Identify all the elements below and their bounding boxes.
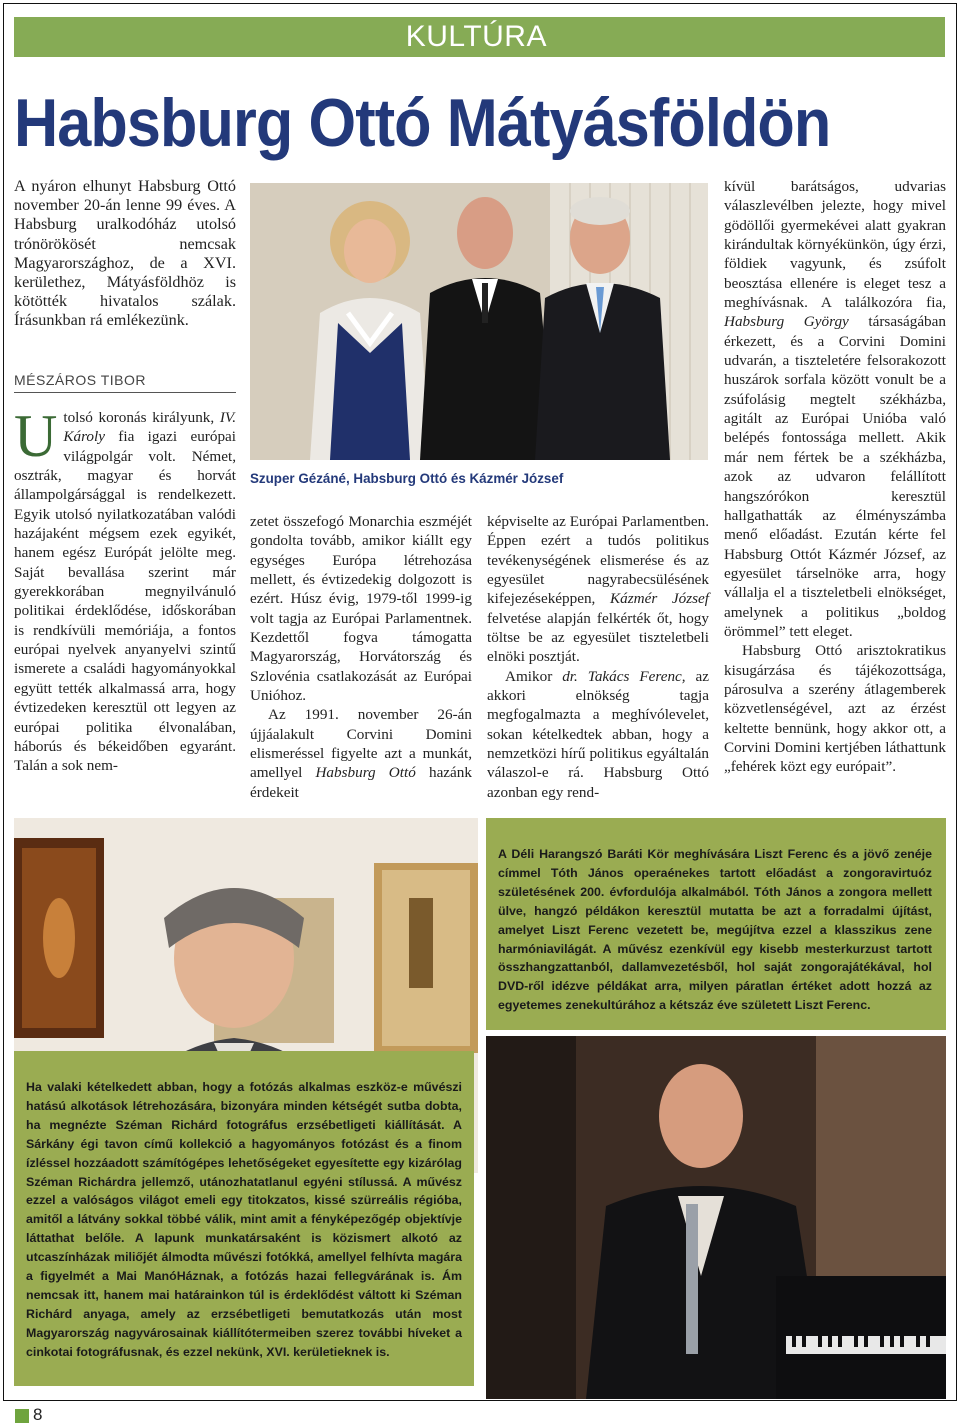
body-text-italic: Habsburg Ottó: [315, 764, 416, 782]
szeman-info-box: [14, 1051, 474, 1386]
photo-caption: Szuper Gézáné, Habsburg Ottó és Kázmér József: [250, 471, 564, 486]
body-text: tolsó koronás királyunk,: [63, 409, 220, 426]
body-paragraph: Habsburg Ottó arisztokratikus kisugárzása és tájékozottsága, párosulva a szerény átlagemberek közvetlenségével, azt az érzést keltette bennünk, hogy akkor ott, a Corvini Domini kertjében láthattunk „fehérek közt egy európait”.: [724, 642, 946, 776]
body-text: kívül barátságos, udvarias válaszlevélben jelezte, hogy mivel gödöllői gyermekévei alatt gyakran kirándultak környékünkön, úgy érzi, földiek vagyunk, és zsúfolt beosztása ellenére is eleget tesz a meghívásnak. A találkozóra fia,: [724, 178, 946, 312]
article-lead: A nyáron elhunyt Habsburg Ottó november 20-án lenne 99 éves. A Habsburg uralkodóház utolsó trónörökösét nemcsak Magyarországhoz, de a XVI. kerülethez, Mátyásföldhöz is kötötték hivatalos szálak. Írásunkban rá emlékezünk.: [14, 177, 236, 330]
body-text-italic: IV. Károly: [63, 409, 236, 446]
page-marker-square: [15, 1409, 29, 1423]
szeman-box-text: Ha valaki kételkedett abban, hogy a fotózás alkalmas eszköz-e művészi hatású alkotások létrehozására, bizonyára minden kétségét sutba dobta, ha megnézte Széman Richárd fotográfus erzsébetligeti kiállítását. A Sárkány égi tavon című kollekció a hagyományos fotózást és a finom ízléssel hozzáadott számítógépes lehetőségeket egyesítette egy kizárólag Széman Richárdra jellemző, utánozhatatlanul egyéni stílussá. A művész ezzel a valóságos világot emeli egy titokzatos, kissé szürreális régióba, amitől a látvány sokkal többé válik, mint amit a fényképezőgép objektívje láttathat belőle. A lapunk munkatársaként is közismert alkotó az utcaszínházak miliőjét álmodta művészi fotókká, amellyel felhívta magára a figyelmét a Mai ManóHáznak, a fotózás hazai fellegvárának is. Ám nemcsak itt, hanem mai határainkon túl is érdeklődést váltott ki Széman Richárd anyaga, amely az erzsébetligeti bemutatkozás után most Magyarország nagyvárosainak kiállítótermeiben szerez további híveket a cinkotai fotográfusnak, és ezzel nekünk, XVI. kerületieknek is.: [26, 1080, 462, 1359]
liszt-info-box: [486, 818, 946, 1030]
drop-cap: U: [14, 403, 58, 469]
body-text: fia igazi európai világpolgár volt. Német, osztrák, magyar és horvát állampolgársággal is rendelkezett. Egyik utolsó nyilatkozatában valódi hazájaként mégsem ezek egyikét, hanem egész Európát jelölte meg. Saját bevallása szerint már gyerekkorában megnyilvánuló politikai érdeklődése, időskorában is rendkívüli memóriája, a fontos európai nyelvek anyanyelvi szintű ismerete a családi hagyományokkal együtt tették alkalmassá arra, hogy évtizedeken keresztül ott legyen az európai politika élvonalában, háborús és békeidőben egyaránt. Talán a sok nem-: [14, 428, 236, 775]
article-headline: Habsburg Ottó Mátyásföldön: [14, 85, 831, 161]
body-paragraph: [487, 512, 709, 667]
photo-toth-janos: [486, 1036, 946, 1399]
photo-habsburg-group: [250, 183, 708, 460]
body-paragraph: zetet összefogó Monarchia eszméjét gondolta tovább, amikor kiállt egy egységes Európa létrehozása mellett, és évtizedekig dolgozott is ezért. Húsz évig, 1979-től 1999-ig volt tagja az Európai Parlamentnek. Kezdettől fogva támogatta Magyarország, Horvátország és Szlovénia csatlakozását az Európai Unióhoz.: [250, 513, 472, 705]
body-text: hazánk érdekeit: [250, 764, 472, 801]
liszt-box-text: A Déli Harangszó Baráti Kör meghívására Liszt Ferenc és a jövő zenéje címmel Tóth János operaénekes tartott előadást a zongoravirtuóz születésének 200. évfordulója alkalmából. Tóth János a zongora mellett ülve, hangzó példákon keresztül mutatta be azt a forradalmi újítást, amelyet Liszt Ferenc vezetett be, megújítva ezzel a klasszikus zene harmóniavilágát. A művész ezenkívül egy kisebb mesterkurzust tartott összhangzattanból, dallamvezetésből, hol saját zongorajátékával, hol DVD-ről idézve példákat arra, milyen páratlan értéket adott hozzá az egyetemes zenekultúrához a kétszáz éve született Liszt Ferenc.: [498, 847, 932, 1013]
article-column-4: [724, 177, 946, 777]
body-text: Amikor: [505, 667, 563, 685]
article-author: MÉSZÁROS TIBOR: [14, 372, 236, 393]
body-text: képviselte az Európai Parlamentben. Éppen ezért a tudós politikus tevékenységének elismerése és az egyesület nagyrabecsülésének kifejezéseképpen,: [487, 513, 709, 608]
section-label: KULTÚRA: [405, 20, 547, 53]
page-number: 8: [33, 1405, 43, 1424]
body-paragraph: [250, 705, 472, 802]
article-column-1: [14, 403, 236, 776]
photo-illustration: [250, 183, 708, 460]
section-header: [14, 17, 945, 57]
body-paragraph: [487, 667, 709, 802]
body-text-italic: Habsburg György: [724, 313, 849, 331]
body-text-italic: dr. Takács Ferenc,: [562, 667, 686, 685]
body-text: az akkori elnökség tagja megfogalmazta a meghívólevelet, sokan kételkedtek abban, hogy a nemzetközi hírű politikus egyáltalán válaszol-e rá. Habsburg Ottó azonban egy rend-: [487, 667, 710, 801]
body-text: társaságában érkezett, és a Corvini Domini udvarán, a tiszteletére felsorakozott huszárok sorfala között vonult be a zsúfolásig megtelt székházba, agitált az Európai Unióba való belépés fontossága mellett. Akik már nem fértek be a székházba, azok az udvaron felállított hangszórókon keresztül hallgathatták az élményszámba menő előadást. Ezután kérte fel Habsburg Ottót Kázmér József, az egyesület társelnöke arra, hogy vállalja el a tiszteletbeli elnökséget, amelynek a politikus „boldog örömmel” tett eleget.: [724, 313, 946, 640]
body-text: felvetése alapján felkérték őt, hogy töltse be az egyesület tiszteletbeli elnöki posztját.: [487, 609, 709, 666]
photo-illustration: [486, 1036, 946, 1399]
article-column-2: [250, 512, 472, 802]
article-column-3: [487, 512, 709, 802]
body-text-italic: Kázmér József: [610, 590, 710, 608]
body-paragraph: [724, 177, 946, 641]
body-text: Az 1991. november 26-án újjáalakult Corvini Domini elismeréssel figyelte azt a munkát, amellyel: [250, 706, 472, 782]
